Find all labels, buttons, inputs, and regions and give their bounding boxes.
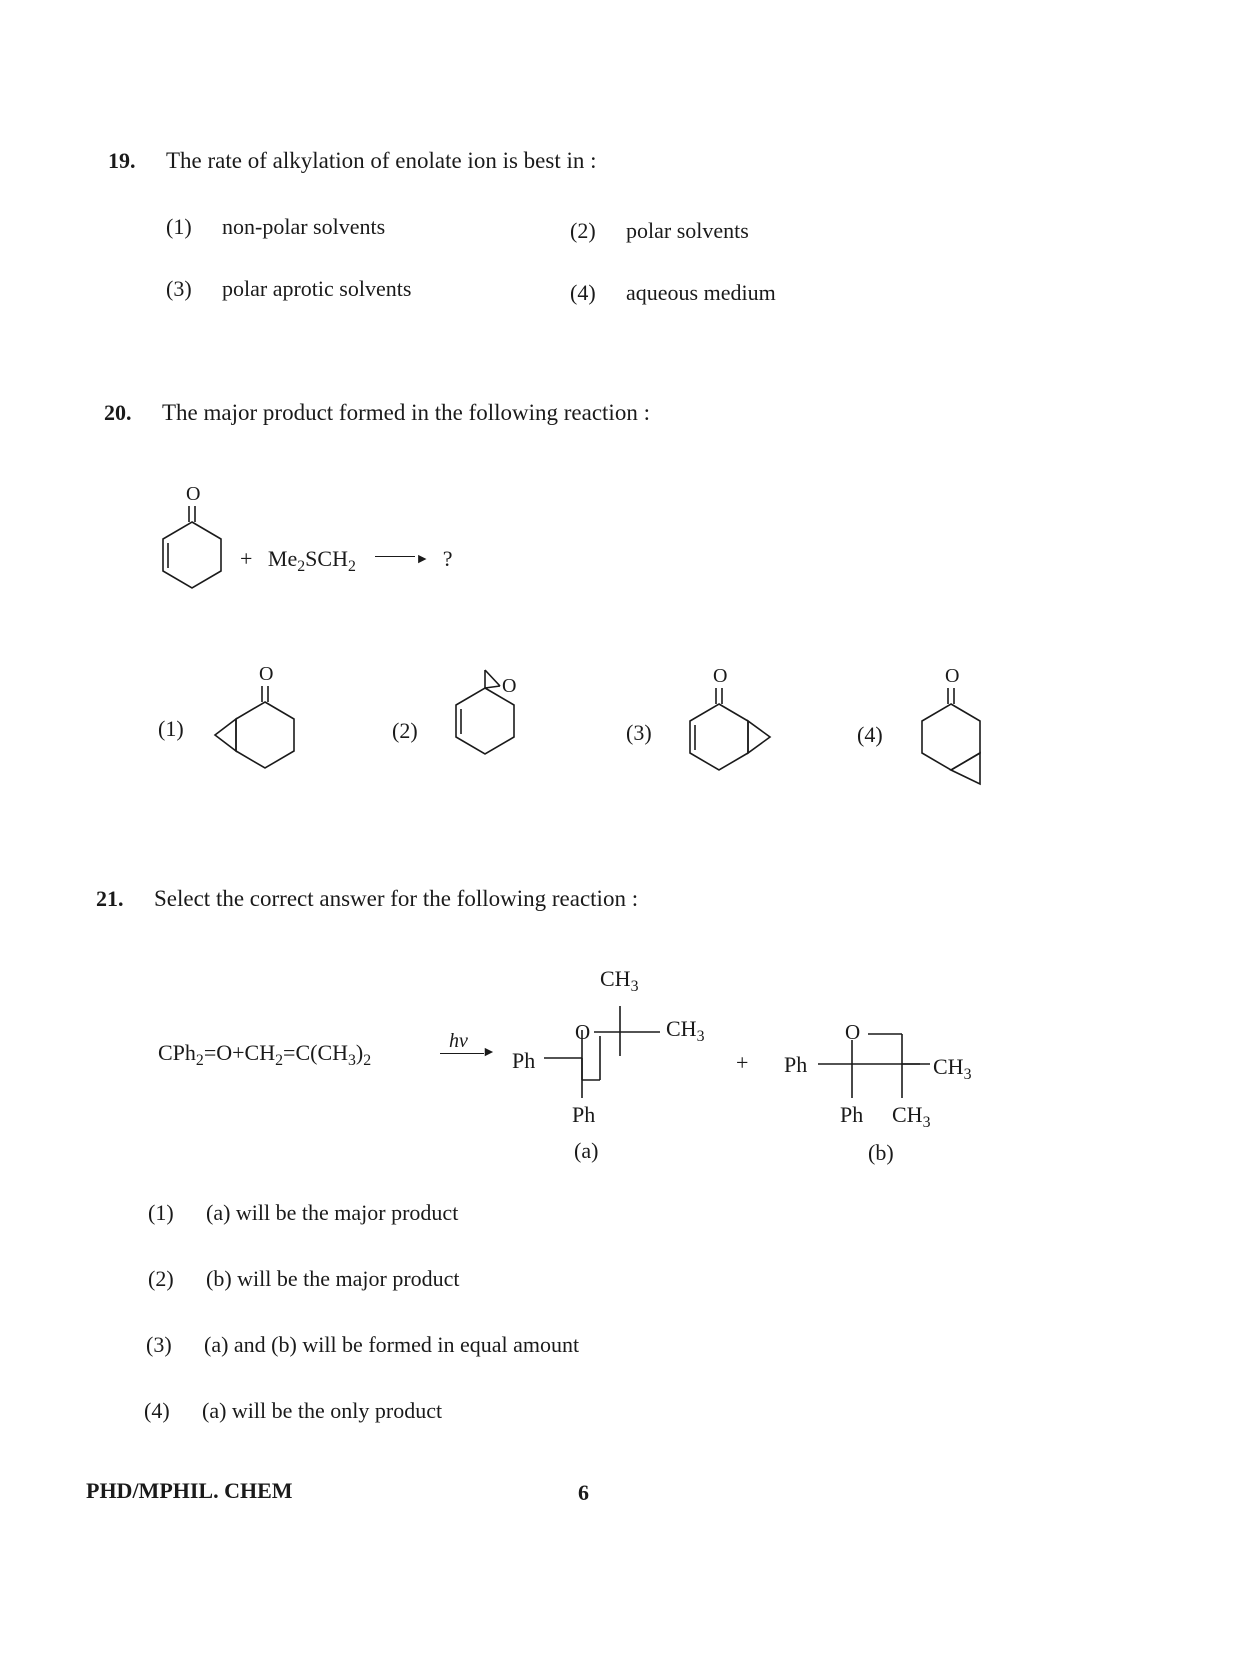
q21-a-ch3-right: $CH_3$ <box>666 1016 705 1045</box>
q20-reagent: $Me_2SCH_2$ <box>267 546 356 575</box>
q21-label-a: (a) <box>574 1138 599 1163</box>
q21-a-ph-bottom: Ph <box>572 1102 596 1127</box>
q21-reactants: $CPh_2=O+CH_2=C(CH_3)_2$ <box>158 1040 372 1069</box>
svg-text:O: O <box>259 663 274 685</box>
q20-option-4-number: (4) <box>857 722 883 747</box>
q21-b-ph-bottom: Ph <box>840 1102 864 1127</box>
svg-text:O: O <box>713 665 728 687</box>
question-21-number: 21. <box>96 886 124 911</box>
q19-option-4-number: (4) <box>570 280 596 305</box>
q19-option-2-text: polar solvents <box>626 218 749 243</box>
footer-page-number: 6 <box>578 1480 589 1505</box>
q19-option-1-text: non-polar solvents <box>222 214 386 239</box>
q21-option-2-number: (2) <box>148 1266 174 1291</box>
question-20-text: The major product formed in the following reaction : <box>162 400 650 425</box>
q19-option-3-number: (3) <box>166 276 192 301</box>
q21-option-1-text: (a) will be the major product <box>206 1200 459 1225</box>
q21-b-oxygen: O <box>845 1020 861 1044</box>
q20-reaction-equation: + $Me_2SCH_2$ ► ? <box>240 546 453 575</box>
q20-plus-sign: + <box>240 546 253 571</box>
q20-option-1-number: (1) <box>158 716 184 741</box>
q21-option-3-number: (3) <box>146 1332 172 1357</box>
q21-a-oxygen: O <box>575 1020 591 1044</box>
q19-option-3-text: polar aprotic solvents <box>222 276 412 301</box>
reactant-oxygen-label: O <box>186 483 201 505</box>
q19-option-1-number: (1) <box>166 214 192 239</box>
q21-option-3-text: (a) and (b) will be formed in equal amount <box>204 1332 580 1357</box>
q21-b-ph-left: Ph <box>784 1052 808 1077</box>
q20-question-mark: ? <box>442 546 453 571</box>
q20-option-3-number: (3) <box>626 720 652 745</box>
q21-a-ch3-top: $CH_3$ <box>600 966 639 995</box>
q21-option-2-text: (b) will be the major product <box>206 1266 460 1291</box>
q21-a-ph-left: Ph <box>512 1048 536 1073</box>
q21-option-4-text: (a) will be the only product <box>202 1398 443 1423</box>
footer-exam-code: PHD/MPHIL. CHEM <box>86 1478 293 1503</box>
question-19-number: 19. <box>108 148 136 173</box>
svg-text:O: O <box>502 675 517 697</box>
q21-plus-sign: + <box>736 1050 749 1075</box>
svg-text:O: O <box>945 665 960 687</box>
q21-condition-hv: hν <box>449 1030 468 1052</box>
question-20-number: 20. <box>104 400 132 425</box>
question-21-text: Select the correct answer for the following reaction : <box>154 886 639 911</box>
q21-option-4-number: (4) <box>144 1398 170 1423</box>
q21-label-b: (b) <box>868 1140 894 1165</box>
q20-option-2-number: (2) <box>392 718 418 743</box>
q21-b-ch3-right: $CH_3$ <box>933 1054 972 1083</box>
q21-option-1-number: (1) <box>148 1200 174 1225</box>
q19-option-4-text: aqueous medium <box>626 280 776 305</box>
q21-b-ch3-bottom: $CH_3$ <box>892 1102 931 1131</box>
q19-option-2-number: (2) <box>570 218 596 243</box>
question-19-text: The rate of alkylation of enolate ion is best in : <box>166 148 597 173</box>
